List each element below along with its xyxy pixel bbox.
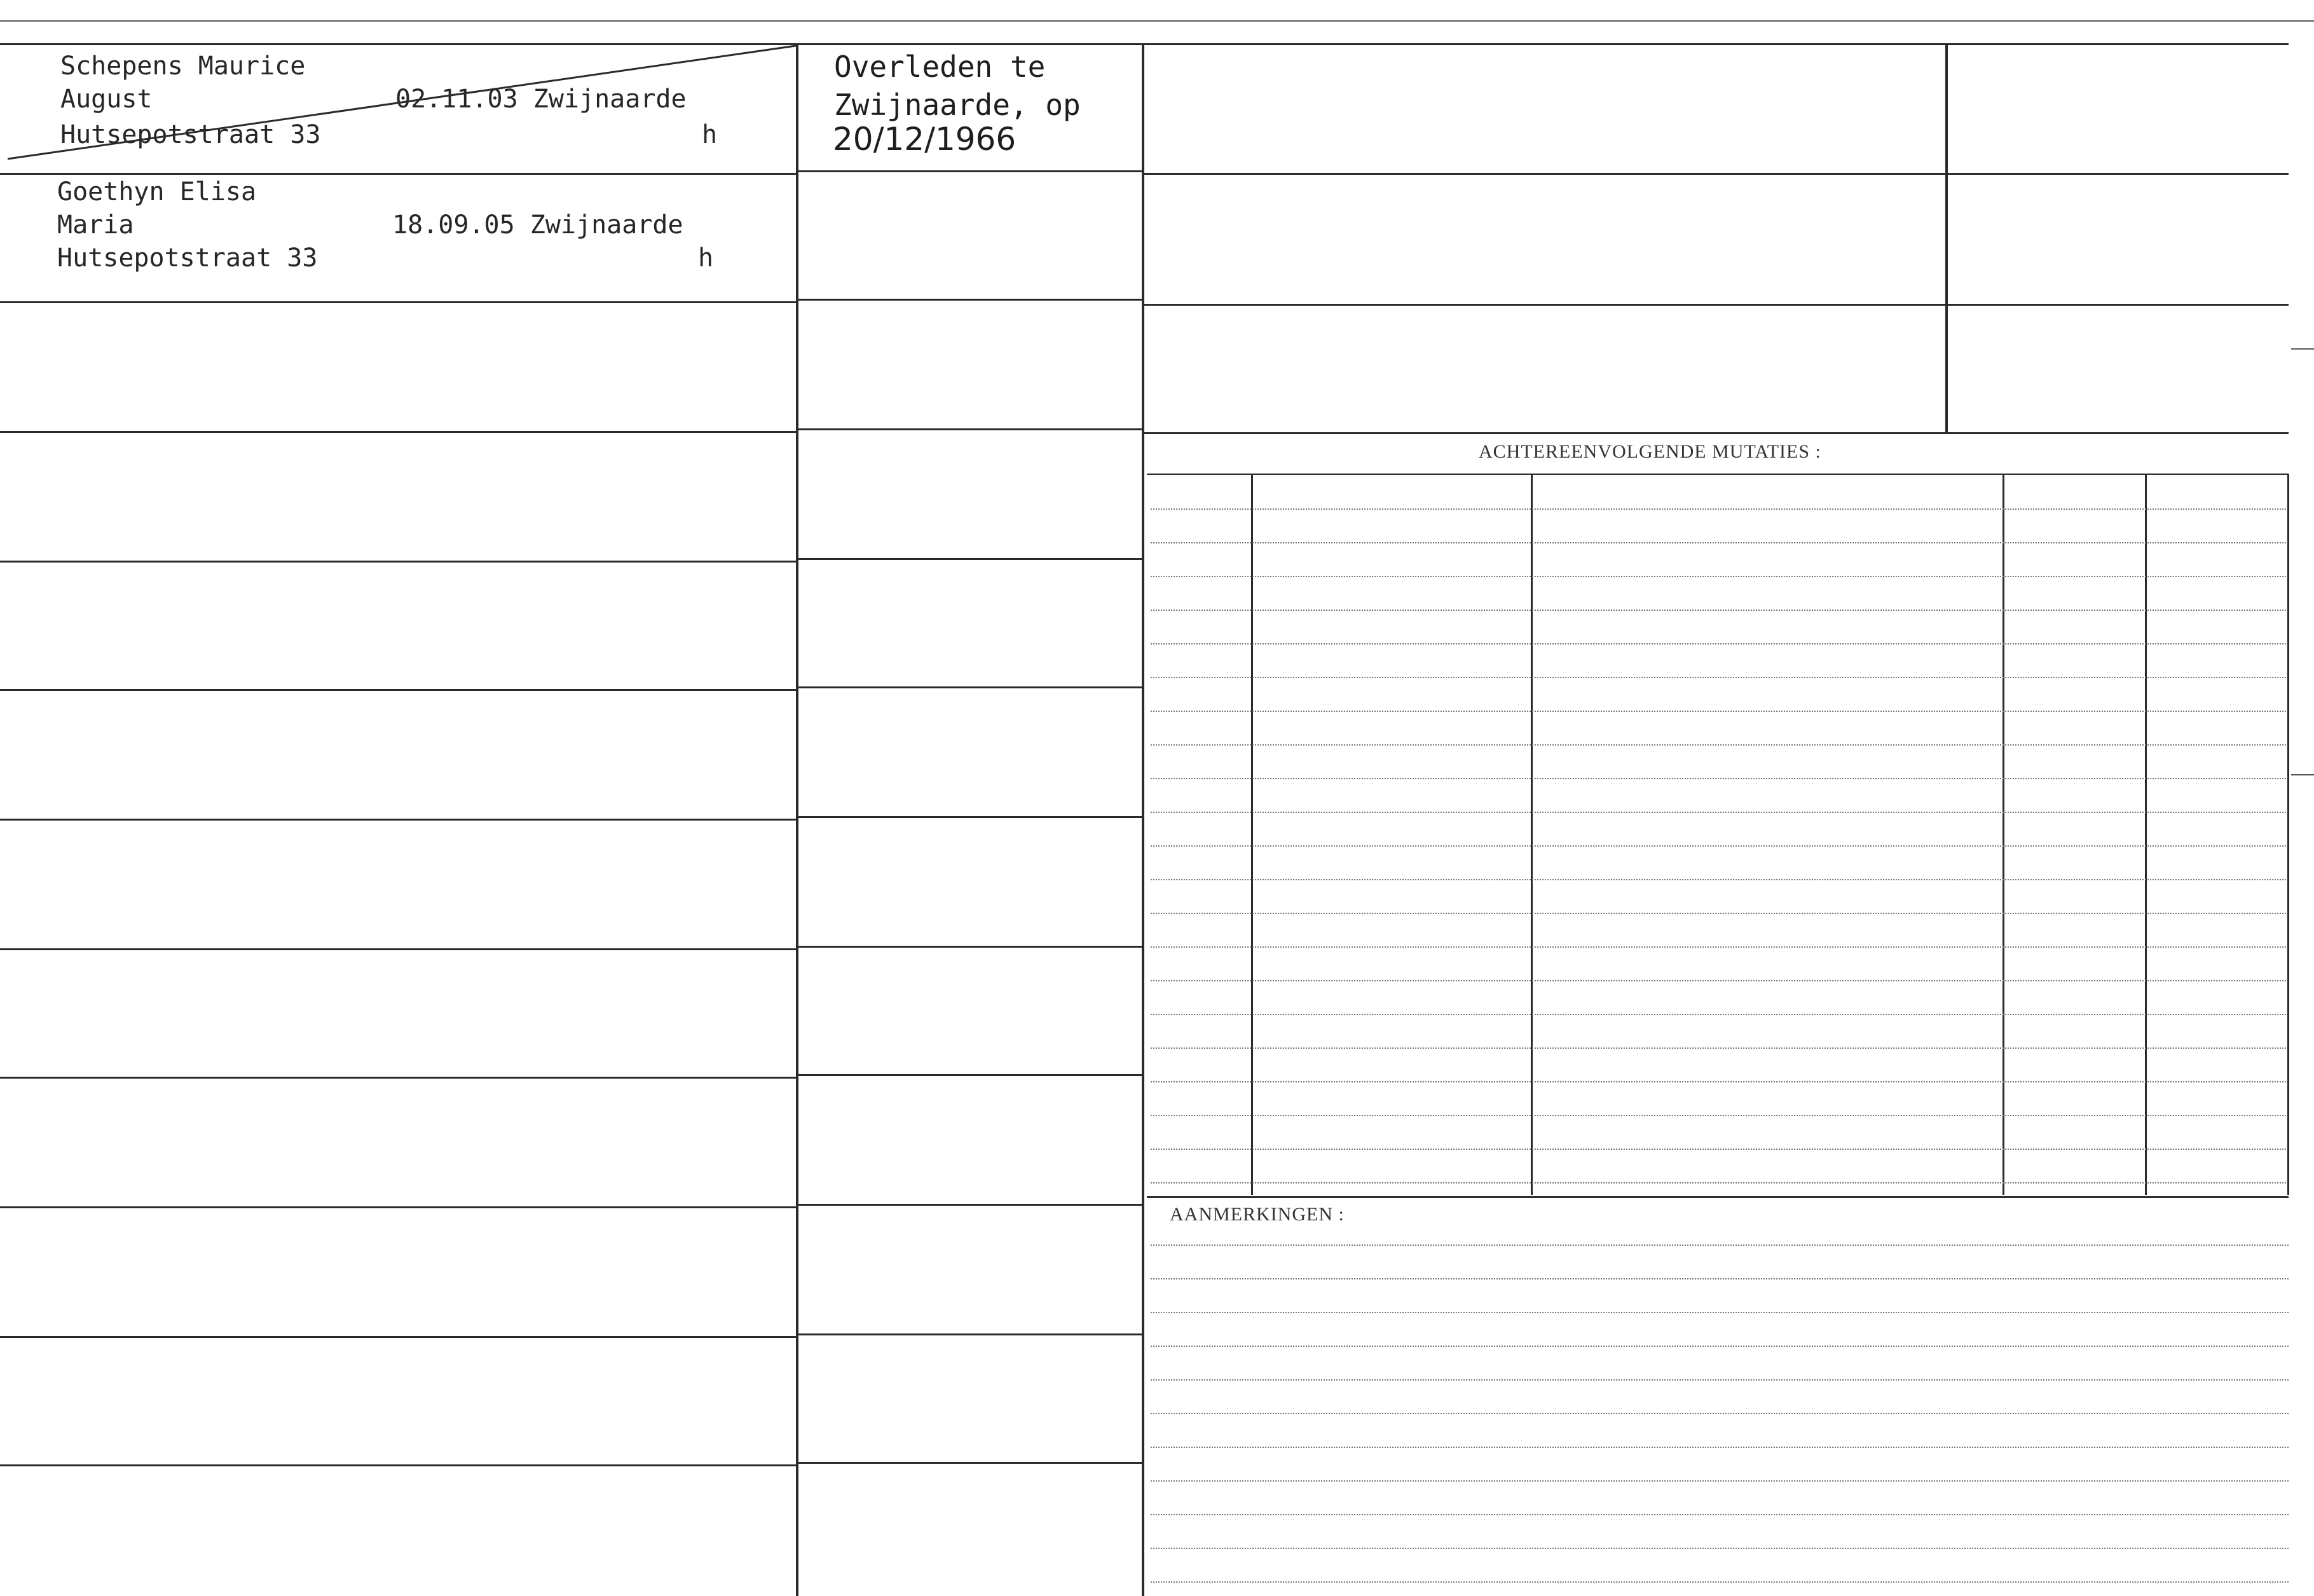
mutations-col-2 (1531, 474, 1533, 1195)
entry-2-date-place: 18.09.05 Zwijnaarde (392, 210, 683, 240)
right-row-line-3 (1144, 432, 2289, 434)
middle-row-line (798, 1204, 1142, 1206)
mutations-col-1 (1251, 474, 1253, 1195)
middle-row-line (798, 1074, 1142, 1076)
left-row-line (0, 948, 796, 950)
remark-row-line (1151, 1581, 2289, 1583)
mutations-col-3 (2002, 474, 2004, 1195)
middle-row-line (798, 686, 1142, 688)
mutations-bottom-line (1147, 1196, 2289, 1198)
mutation-row-line (1151, 879, 2286, 880)
strike-through-line (0, 38, 801, 165)
right-row-line-1 (1144, 173, 2289, 175)
entry-1-death-date: 20/12/1966 (833, 121, 1017, 158)
entry-1-date-place: 02.11.03 Zwijnaarde (395, 85, 687, 114)
mutation-row-line (1151, 576, 2286, 577)
column-divider-2 (1142, 44, 1144, 1596)
entry-1-remark-line2: Zwijnaarde, op (834, 88, 1081, 122)
mutation-row-line (1151, 643, 2286, 645)
mutation-row-line (1151, 812, 2286, 813)
middle-row-line (798, 428, 1142, 430)
mutation-row-line (1151, 610, 2286, 611)
remarks-title: AANMERKINGEN : (1170, 1204, 1345, 1225)
mutations-top-line (1147, 474, 2289, 475)
remark-row-line (1151, 1514, 2289, 1515)
mutation-row-line (1151, 542, 2286, 543)
middle-row-line (798, 299, 1142, 301)
middle-row-line (798, 170, 1142, 172)
entry-2-address: Hutsepotstraat 33 (57, 243, 318, 273)
mutation-row-line (1151, 1047, 2286, 1049)
mutation-row-line (1151, 980, 2286, 981)
left-row-line (0, 1077, 796, 1079)
left-row-line (0, 431, 796, 433)
entry-1-address: Hutsepotstraat 33 (60, 120, 321, 149)
column-divider-1 (796, 44, 798, 1596)
remark-row-line (1151, 1278, 2289, 1279)
mutation-row-line (1151, 1115, 2286, 1116)
mutation-row-line (1151, 677, 2286, 678)
column-divider-3 (1945, 44, 1948, 432)
middle-row-line (798, 558, 1142, 560)
mutation-row-line (1151, 1182, 2286, 1183)
mutation-row-line (1151, 744, 2286, 746)
middle-row-line (798, 816, 1142, 818)
left-row-line (0, 301, 796, 303)
margin-tick-1 (2291, 348, 2314, 350)
remark-row-line (1151, 1312, 2289, 1313)
mutation-row-line (1151, 778, 2286, 779)
middle-row-line (798, 946, 1142, 948)
mutations-title: ACHTEREENVOLGENDE MUTATIES : (1479, 441, 1821, 462)
mutation-row-line (1151, 711, 2286, 712)
entry-1-name-line1: Schepens Maurice (60, 51, 306, 81)
left-row-line (0, 819, 796, 821)
middle-row-line (798, 1462, 1142, 1464)
entry-2-name-line1: Goethyn Elisa (57, 177, 257, 207)
mutation-row-line (1151, 1149, 2286, 1150)
left-row-line (0, 173, 796, 175)
remark-row-line (1151, 1480, 2289, 1482)
mutation-row-line (1151, 845, 2286, 847)
entry-2-name-line2: Maria (57, 210, 134, 240)
remark-row-line (1151, 1379, 2289, 1381)
margin-tick-2 (2291, 774, 2314, 775)
left-row-line (0, 1336, 796, 1338)
entry-1-name-line2: August (60, 85, 153, 114)
remark-row-line (1151, 1245, 2289, 1246)
mutations-col-4 (2145, 474, 2147, 1195)
remark-row-line (1151, 1447, 2289, 1448)
middle-row-line (798, 1333, 1142, 1335)
left-row-line (0, 1206, 796, 1208)
left-row-line (0, 689, 796, 691)
left-row-line (0, 1464, 796, 1466)
mutations-col-5 (2287, 474, 2289, 1195)
remark-row-line (1151, 1346, 2289, 1347)
mutation-row-line (1151, 1014, 2286, 1015)
remark-row-line (1151, 1548, 2289, 1549)
mutation-row-line (1151, 913, 2286, 914)
remark-row-line (1151, 1413, 2289, 1414)
top-edge-line (0, 20, 2314, 22)
entry-1-mark: h (702, 120, 718, 149)
right-row-line-2 (1144, 304, 2289, 306)
left-row-line (0, 561, 796, 563)
mutation-row-line (1151, 1081, 2286, 1082)
entry-1-remark-line1: Overleden te (834, 50, 1046, 84)
mutation-row-line (1151, 946, 2286, 948)
mutation-row-line (1151, 508, 2286, 510)
entry-2-mark: h (698, 243, 714, 273)
